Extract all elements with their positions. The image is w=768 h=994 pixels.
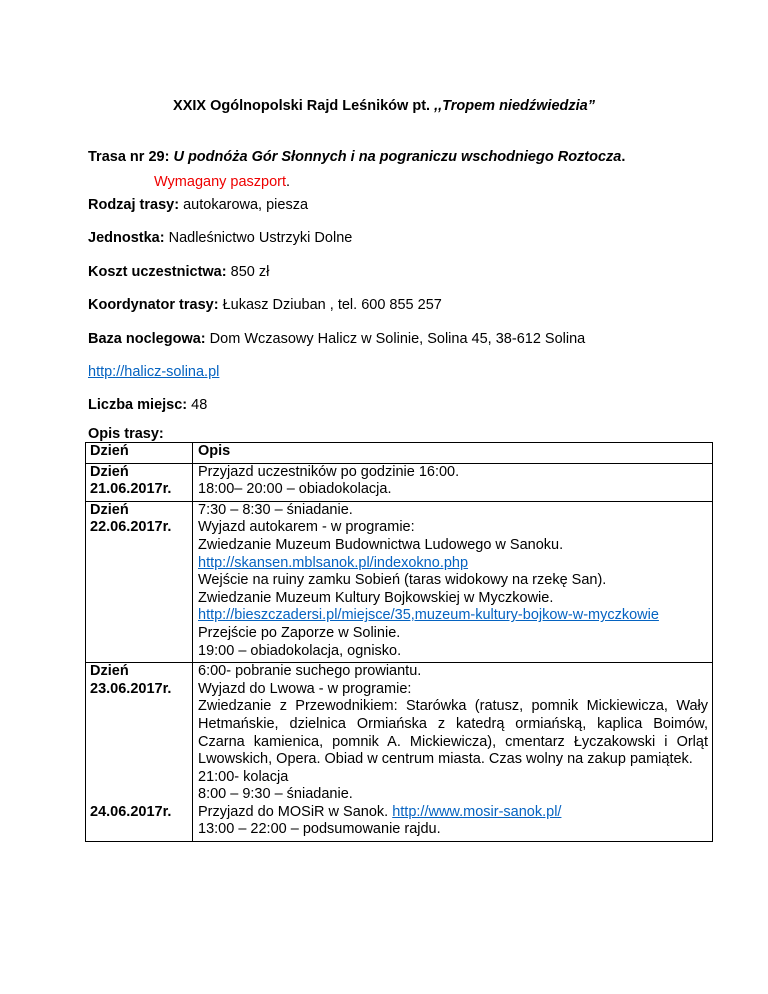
field-value: Łukasz Dziuban , tel. 600 855 257 — [222, 297, 442, 313]
desc-cell — [193, 501, 713, 662]
day-label: Dzień — [90, 663, 129, 680]
route-name: U podnóża Gór Słonnych i na pograniczu wschodniego Roztocza — [173, 149, 622, 165]
field-koszt — [88, 264, 269, 280]
field-label: Rodzaj trasy: — [88, 197, 180, 213]
day-label: Dzień — [90, 463, 129, 480]
table-row-day1 — [86, 463, 713, 501]
header-day: Dzień — [86, 443, 193, 464]
desc-line: 7:30 – 8:30 – śniadanie. — [198, 501, 353, 518]
desc-paragraph: Zwiedzanie z Przewodnikiem: Starówka (ratusz, pomnik Mickiewicza, Wały Hetmańskie, dzielnica Ormiańska z katedrą ormiańską, kaplica Boimów, Czarna kamienica, pomnik A. Mickiewicza), cmentarz Łyczakowski i Orląt Lwowskich, Opera. Obiad w centrum miasta. Czas wolny na zakup pamiątek. — [198, 698, 708, 768]
field-label: Koordynator trasy: — [88, 297, 219, 313]
desc-line: 19:00 – obiadokolacja, ognisko. — [198, 642, 402, 659]
desc-line: 6:00- pobranie suchego prowiantu. — [198, 663, 422, 680]
field-url — [88, 364, 219, 380]
day-date: 24.06.2017r. — [90, 803, 172, 820]
passport-note — [154, 174, 290, 190]
desc-line: 13:00 – 22:00 – podsumowanie rajdu. — [198, 821, 441, 838]
field-value: autokarowa, piesza — [183, 197, 309, 213]
field-label: Jednostka: — [88, 230, 165, 246]
day-date: 23.06.2017r. — [90, 680, 172, 697]
desc-line: Wyjazd autokarem - w programie: — [198, 519, 415, 536]
field-rodzaj — [88, 197, 308, 213]
bieszczadersi-link[interactable]: http://bieszczadersi.pl/miejsce/35,muzeum-kultury-bojkow-w-myczkowie — [198, 607, 659, 624]
field-value: 48 — [191, 397, 208, 413]
mosir-link[interactable]: http://www.mosir-sanok.pl/ — [392, 803, 562, 820]
desc-line: Przyjazd uczestników po godzinie 16:00. — [198, 463, 460, 480]
desc-cell — [193, 463, 713, 501]
schedule-table — [85, 442, 713, 842]
day-cell — [86, 663, 193, 842]
route-end: . — [621, 149, 626, 165]
field-value: Dom Wczasowy Halicz w Solinie, Solina 45, 38-612 Solina — [209, 331, 586, 347]
passport-note-end: . — [286, 174, 291, 190]
day-spacer — [90, 698, 190, 804]
day-cell — [86, 501, 193, 662]
desc-line: 18:00– 20:00 – obiadokolacja. — [198, 481, 392, 498]
desc-line: Przejście po Zaporze w Solinie. — [198, 624, 401, 641]
halicz-link[interactable]: http://halicz-solina.pl — [88, 364, 220, 380]
desc-line: Zwiedzanie Muzeum Kultury Bojkowskiej w Myczkowie. — [198, 589, 554, 606]
field-label: Baza noclegowa: — [88, 331, 206, 347]
field-value: 850 zł — [230, 264, 270, 280]
desc-line: Wyjazd do Lwowa - w programie: — [198, 680, 412, 697]
table-header-row — [86, 443, 713, 464]
field-label: Koszt uczestnictwa: — [88, 264, 227, 280]
field-liczba — [88, 397, 207, 413]
field-value: Nadleśnictwo Ustrzyki Dolne — [168, 230, 353, 246]
desc-line: 21:00- kolacja — [198, 768, 289, 785]
day-date: 21.06.2017r. — [90, 481, 172, 498]
route-label: Trasa nr 29: — [88, 149, 170, 165]
skansen-link[interactable]: http://skansen.mblsanok.pl/indexokno.php — [198, 554, 469, 571]
field-label: Liczba miejsc: — [88, 397, 188, 413]
desc-line: Zwiedzanie Muzeum Budownictwa Ludowego w Sanoku. — [198, 536, 564, 553]
opis-label: Opis trasy: — [88, 426, 164, 442]
desc-text: Przyjazd do MOSiR w Sanok. — [198, 803, 393, 820]
route-heading — [88, 149, 625, 165]
desc-line-mosir — [198, 804, 708, 822]
field-koordynator — [88, 297, 442, 313]
title-name: ,,Tropem niedźwiedzia” — [434, 98, 595, 114]
day-date: 22.06.2017r. — [90, 519, 172, 536]
day-label: Dzień — [90, 501, 129, 518]
document-title — [0, 98, 768, 114]
table-row-day3-4 — [86, 663, 713, 842]
field-jednostka — [88, 230, 352, 246]
header-desc: Opis — [193, 443, 713, 464]
day-cell — [86, 463, 193, 501]
table-row-day2 — [86, 501, 713, 662]
desc-line: Wejście na ruiny zamku Sobień (taras widokowy na rzekę San). — [198, 572, 607, 589]
desc-cell — [193, 663, 713, 842]
title-prefix: XXIX Ogólnopolski Rajd Leśników pt. — [173, 98, 435, 114]
desc-line: 8:00 – 9:30 – śniadanie. — [198, 786, 353, 803]
passport-note-text: Wymagany paszport — [154, 174, 287, 190]
field-baza — [88, 331, 585, 347]
